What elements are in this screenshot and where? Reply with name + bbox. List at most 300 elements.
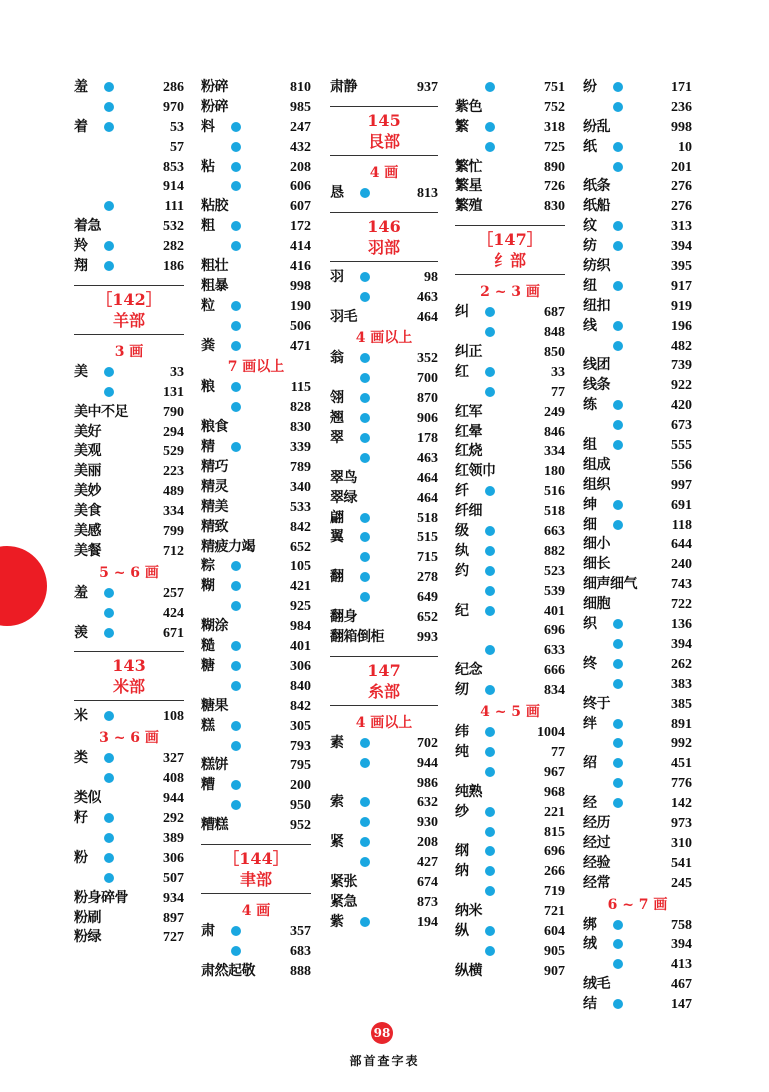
entry-word: 线团	[583, 357, 610, 374]
index-entry	[455, 442, 565, 462]
page-ref: 789	[290, 460, 311, 476]
write-badge-icon	[613, 102, 623, 112]
index-entry	[330, 389, 438, 409]
read-badge-icon	[231, 341, 241, 351]
read-badge-icon	[613, 719, 623, 729]
index-entry	[74, 624, 184, 644]
stroke-count-heading: 6 ~ 7 画	[607, 896, 668, 913]
page-ref: 666	[544, 663, 565, 679]
entry-word: 纸船	[583, 198, 610, 215]
page-ref: 973	[671, 815, 692, 831]
red-decorative-circle	[0, 546, 47, 626]
index-entry	[201, 458, 311, 478]
entry-word: 纺	[583, 238, 597, 255]
index-entry	[330, 489, 438, 509]
entry-word: 糕饼	[201, 757, 228, 774]
entry-word: 纱	[455, 803, 469, 820]
page-ref: 533	[290, 499, 311, 515]
entry-word: 纯	[455, 743, 469, 760]
entry-word: 纷乱	[583, 118, 610, 135]
index-entry	[455, 803, 565, 823]
page-ref: 743	[671, 577, 692, 593]
page-ref: 696	[544, 844, 565, 860]
write-badge-icon	[485, 82, 495, 92]
page-ref: 968	[544, 784, 565, 800]
read-badge-icon	[360, 917, 370, 927]
entry-word: 美感	[74, 523, 101, 540]
page-ref: 727	[163, 930, 184, 946]
entry-word: 纸条	[583, 178, 610, 195]
index-entry	[201, 177, 311, 197]
index-entry	[583, 834, 692, 854]
index-entry	[74, 849, 184, 869]
page-ref: 194	[417, 914, 438, 930]
write-badge-icon	[231, 800, 241, 810]
page-ref: 482	[671, 338, 692, 354]
write-badge-icon	[485, 946, 495, 956]
index-entry	[455, 723, 565, 743]
entry-word: 翻身	[330, 609, 357, 626]
read-badge-icon	[485, 122, 495, 132]
entry-word: 纠正	[455, 344, 482, 361]
index-entry	[74, 98, 184, 118]
entry-word: 粪	[201, 337, 215, 354]
page-ref: 171	[671, 80, 692, 95]
index-entry	[455, 462, 565, 482]
entry-word: 纤	[455, 483, 469, 500]
write-badge-icon	[613, 162, 623, 172]
page-ref: 691	[671, 497, 692, 513]
page-ref: 394	[671, 239, 692, 255]
entry-word: 羡	[74, 624, 88, 641]
read-badge-icon	[613, 500, 623, 510]
entry-word: 翻箱倒柜	[330, 628, 384, 645]
index-entry	[455, 522, 565, 542]
page-ref: 147	[671, 997, 692, 1013]
page-ref: 726	[544, 179, 565, 195]
index-entry	[74, 257, 184, 277]
page-ref: 294	[163, 424, 184, 440]
write-badge-icon	[613, 778, 623, 788]
stroke-count-heading: 4 ~ 5 画	[480, 704, 540, 721]
index-entry	[455, 681, 565, 701]
index-entry	[455, 118, 565, 138]
entry-word: 粉绿	[74, 929, 101, 946]
write-badge-icon	[104, 387, 114, 397]
write-badge-icon	[360, 552, 370, 562]
index-entry	[455, 363, 565, 383]
page-ref: 306	[163, 850, 184, 866]
page-ref: 208	[290, 159, 311, 175]
index-entry	[201, 557, 311, 577]
index-entry	[583, 436, 692, 456]
index-entry	[330, 913, 438, 933]
index-entry	[455, 641, 565, 661]
page-ref: 997	[671, 477, 692, 493]
page-ref: 200	[290, 778, 311, 794]
page-ref: 793	[290, 738, 311, 754]
page-ref: 105	[290, 559, 311, 575]
read-badge-icon	[613, 999, 623, 1009]
page-ref: 673	[671, 418, 692, 434]
radical-name: 聿部	[239, 869, 272, 889]
entry-word: 美食	[74, 503, 101, 520]
index-entry	[455, 862, 565, 882]
page-ref: 33	[170, 364, 184, 380]
page-ref: 77	[551, 384, 565, 400]
entry-word: 粮食	[201, 419, 228, 436]
index-entry	[201, 717, 311, 737]
page-ref: 652	[290, 539, 311, 555]
page-ref: 180	[544, 464, 565, 480]
write-badge-icon	[485, 586, 495, 596]
entry-word: 繁殖	[455, 198, 482, 215]
index-entry	[74, 158, 184, 178]
index-entry	[74, 809, 184, 829]
entry-word: 美餐	[74, 542, 101, 559]
entry-word: 绍	[583, 755, 597, 772]
radical-name: 羊部	[112, 310, 145, 330]
page-ref: 172	[290, 219, 311, 235]
entry-word: 约	[455, 562, 469, 579]
page-ref: 532	[163, 219, 184, 235]
page-ref: 111	[164, 199, 184, 215]
write-badge-icon	[485, 142, 495, 152]
index-entry	[583, 456, 692, 476]
radical-name: 纟部	[493, 251, 526, 271]
entry-word: 美好	[74, 423, 101, 440]
entry-word: 绊	[583, 715, 597, 732]
index-entry	[201, 796, 311, 816]
page-ref: 221	[544, 804, 565, 820]
index-entry	[455, 197, 565, 217]
index-entry	[583, 197, 692, 217]
index-entry	[201, 922, 311, 942]
radical-number: ［142］	[96, 289, 162, 309]
page-ref: 118	[671, 517, 692, 533]
page-ref: 1004	[537, 725, 565, 741]
page-ref: 725	[544, 139, 565, 155]
index-entry	[74, 197, 184, 217]
page-ref: 813	[417, 185, 438, 201]
read-badge-icon	[231, 442, 241, 452]
index-entry	[201, 237, 311, 257]
index-entry	[74, 442, 184, 462]
page-ref: 523	[544, 563, 565, 579]
write-badge-icon	[485, 886, 495, 896]
page-ref: 830	[290, 420, 311, 436]
entry-word: 类似	[74, 790, 101, 807]
page-ref: 142	[671, 796, 692, 812]
read-badge-icon	[485, 926, 495, 936]
entry-word: 翠	[330, 430, 344, 447]
page-ref: 712	[163, 543, 184, 559]
page-ref: 722	[671, 597, 692, 613]
index-entry	[74, 928, 184, 948]
entry-word: 翎	[330, 390, 344, 407]
page-ref: 541	[671, 855, 692, 871]
index-entry	[74, 584, 184, 604]
entry-word: 羽毛	[330, 308, 357, 325]
entry-word: 类	[74, 750, 88, 767]
read-badge-icon	[231, 382, 241, 392]
radical-number: 145	[367, 110, 401, 130]
radical-header	[330, 212, 438, 262]
page-ref: 53	[170, 119, 184, 135]
page-ref: 810	[290, 80, 311, 95]
index-entry	[583, 675, 692, 695]
read-badge-icon	[104, 628, 114, 638]
page-ref: 846	[544, 424, 565, 440]
entry-word: 翠绿	[330, 489, 357, 506]
index-entry	[330, 893, 438, 913]
read-badge-icon	[485, 807, 495, 817]
entry-word: 粉碎	[201, 79, 228, 95]
page-ref: 98	[424, 269, 438, 285]
entry-word: 粘	[201, 158, 215, 175]
page-ref: 395	[671, 259, 692, 275]
entry-word: 粉	[74, 849, 88, 866]
index-column-2	[201, 78, 311, 982]
index-entry	[583, 774, 692, 794]
page-ref: 340	[290, 479, 311, 495]
entry-word: 经历	[583, 814, 610, 831]
index-entry	[74, 522, 184, 542]
page-ref: 815	[544, 824, 565, 840]
stroke-count-heading: 7 画以上	[227, 359, 285, 376]
entry-word: 细小	[583, 536, 610, 553]
entry-word: 红	[455, 363, 469, 380]
read-badge-icon	[613, 241, 623, 251]
index-entry	[201, 277, 311, 297]
write-badge-icon	[485, 387, 495, 397]
page-ref: 715	[417, 550, 438, 566]
page-ref: 925	[290, 599, 311, 615]
entry-word: 纳米	[455, 903, 482, 920]
page-ref: 853	[163, 159, 184, 175]
write-badge-icon	[613, 959, 623, 969]
page-ref: 136	[671, 617, 692, 633]
entry-word: 红晕	[455, 423, 482, 440]
entry-word: 纬	[455, 724, 469, 741]
entry-word: 纤细	[455, 503, 482, 520]
entry-word: 粮	[201, 379, 215, 396]
index-entry	[455, 562, 565, 582]
entry-word: 翠鸟	[330, 469, 357, 486]
page-ref: 758	[671, 917, 692, 933]
page-ref: 842	[290, 698, 311, 714]
page-ref: 986	[417, 775, 438, 791]
entry-word: 细长	[583, 556, 610, 573]
page-ref: 208	[417, 835, 438, 851]
index-entry	[201, 962, 311, 982]
page-ref: 334	[163, 504, 184, 520]
entry-word: 纺织	[583, 258, 610, 275]
index-entry	[201, 217, 311, 237]
page-ref: 891	[671, 716, 692, 732]
page-ref: 507	[163, 870, 184, 886]
entry-word: 紫	[330, 913, 344, 930]
stroke-count-heading: 4 画	[241, 902, 271, 919]
index-entry	[201, 418, 311, 438]
index-entry	[583, 814, 692, 834]
index-entry	[455, 621, 565, 641]
page-ref: 515	[417, 530, 438, 546]
index-entry	[330, 184, 438, 204]
page-ref: 236	[671, 99, 692, 115]
entry-word: 精致	[201, 518, 228, 535]
page-ref: 178	[417, 431, 438, 447]
index-entry	[455, 582, 565, 602]
stroke-count-heading: 4 画	[369, 164, 399, 181]
entry-word: 糊涂	[201, 618, 228, 635]
index-column-1	[74, 78, 184, 948]
entry-word: 绒	[583, 936, 597, 953]
entry-word: 纵横	[455, 962, 482, 979]
read-badge-icon	[613, 619, 623, 629]
write-badge-icon	[613, 679, 623, 689]
page-ref: 467	[671, 977, 692, 993]
entry-word: 翩	[330, 509, 344, 526]
index-entry	[330, 509, 438, 529]
page-number-badge: 98	[371, 1022, 393, 1044]
index-column-4	[455, 78, 565, 982]
index-entry	[455, 942, 565, 962]
page-ref: 848	[544, 325, 565, 341]
page-ref: 327	[163, 751, 184, 767]
entry-word: 纹	[583, 218, 597, 235]
stroke-count-heading: 3 ~ 6 画	[99, 730, 159, 747]
index-entry	[201, 98, 311, 118]
index-entry	[201, 257, 311, 277]
entry-word: 纲	[455, 843, 469, 860]
entry-word: 着	[74, 118, 88, 135]
read-badge-icon	[231, 581, 241, 591]
page-ref: 414	[290, 239, 311, 255]
write-badge-icon	[613, 420, 623, 430]
index-entry	[201, 657, 311, 677]
index-entry	[201, 197, 311, 217]
index-entry	[74, 707, 184, 727]
page-ref: 278	[417, 570, 438, 586]
entry-word: 索	[330, 794, 344, 811]
index-entry	[74, 78, 184, 98]
index-entry	[201, 118, 311, 138]
read-badge-icon	[613, 221, 623, 231]
read-badge-icon	[231, 561, 241, 571]
index-entry	[455, 78, 565, 98]
entry-word: 料	[201, 118, 215, 135]
page-ref: 33	[551, 364, 565, 380]
page-ref: 401	[290, 639, 311, 655]
entry-word: 细	[583, 516, 597, 533]
index-entry	[583, 595, 692, 615]
index-entry	[330, 528, 438, 548]
page-ref: 944	[417, 755, 438, 771]
entry-word: 纫	[455, 682, 469, 699]
radical-number: ［144］	[223, 848, 289, 868]
index-entry	[330, 268, 438, 288]
page-ref: 282	[163, 239, 184, 255]
page-ref: 464	[417, 309, 438, 325]
index-entry	[330, 588, 438, 608]
page-ref: 790	[163, 404, 184, 420]
page-ref: 752	[544, 99, 565, 115]
page-ref: 998	[671, 119, 692, 135]
index-entry	[455, 138, 565, 158]
page-ref: 464	[417, 470, 438, 486]
index-entry	[330, 78, 438, 98]
entry-word: 繁	[455, 118, 469, 135]
page-ref: 993	[417, 629, 438, 645]
page-ref: 652	[417, 610, 438, 626]
read-badge-icon	[104, 753, 114, 763]
entry-word: 精美	[201, 498, 228, 515]
index-entry	[330, 349, 438, 369]
index-entry	[330, 754, 438, 774]
read-badge-icon	[231, 122, 241, 132]
page-ref: 463	[417, 450, 438, 466]
page-ref: 518	[544, 504, 565, 520]
radical-header	[330, 106, 438, 156]
read-badge-icon	[231, 221, 241, 231]
entry-word: 绑	[583, 916, 597, 933]
write-badge-icon	[360, 292, 370, 302]
index-entry	[583, 98, 692, 118]
entry-word: 经常	[583, 874, 610, 891]
index-entry	[201, 478, 311, 498]
entry-word: 糙	[201, 638, 215, 655]
index-entry	[583, 794, 692, 814]
read-badge-icon	[360, 433, 370, 443]
entry-word: 线	[583, 317, 597, 334]
index-entry	[201, 337, 311, 357]
page-ref: 292	[163, 811, 184, 827]
write-badge-icon	[360, 592, 370, 602]
page-ref: 196	[671, 318, 692, 334]
entry-word: 粉刷	[74, 909, 101, 926]
read-badge-icon	[360, 532, 370, 542]
write-badge-icon	[104, 833, 114, 843]
read-badge-icon	[104, 82, 114, 92]
index-entry	[583, 995, 692, 1015]
index-entry	[330, 469, 438, 489]
entry-word: 线条	[583, 377, 610, 394]
index-entry	[330, 308, 438, 328]
read-badge-icon	[613, 440, 623, 450]
index-entry	[201, 138, 311, 158]
page-ref: 890	[544, 159, 565, 175]
index-entry	[583, 257, 692, 277]
index-entry	[330, 734, 438, 754]
write-badge-icon	[104, 711, 114, 721]
entry-word: 羚	[74, 238, 88, 255]
page-ref: 739	[671, 358, 692, 374]
index-entry	[74, 829, 184, 849]
read-badge-icon	[231, 162, 241, 172]
page-ref: 421	[290, 579, 311, 595]
read-badge-icon	[613, 520, 623, 530]
page-ref: 262	[671, 656, 692, 672]
write-badge-icon	[485, 827, 495, 837]
page-ref: 408	[163, 771, 184, 787]
index-entry	[455, 902, 565, 922]
entry-word: 紧急	[330, 893, 357, 910]
index-entry	[74, 237, 184, 257]
radical-name: 羽部	[367, 237, 400, 257]
page-ref: 555	[671, 438, 692, 454]
index-entry	[201, 617, 311, 637]
